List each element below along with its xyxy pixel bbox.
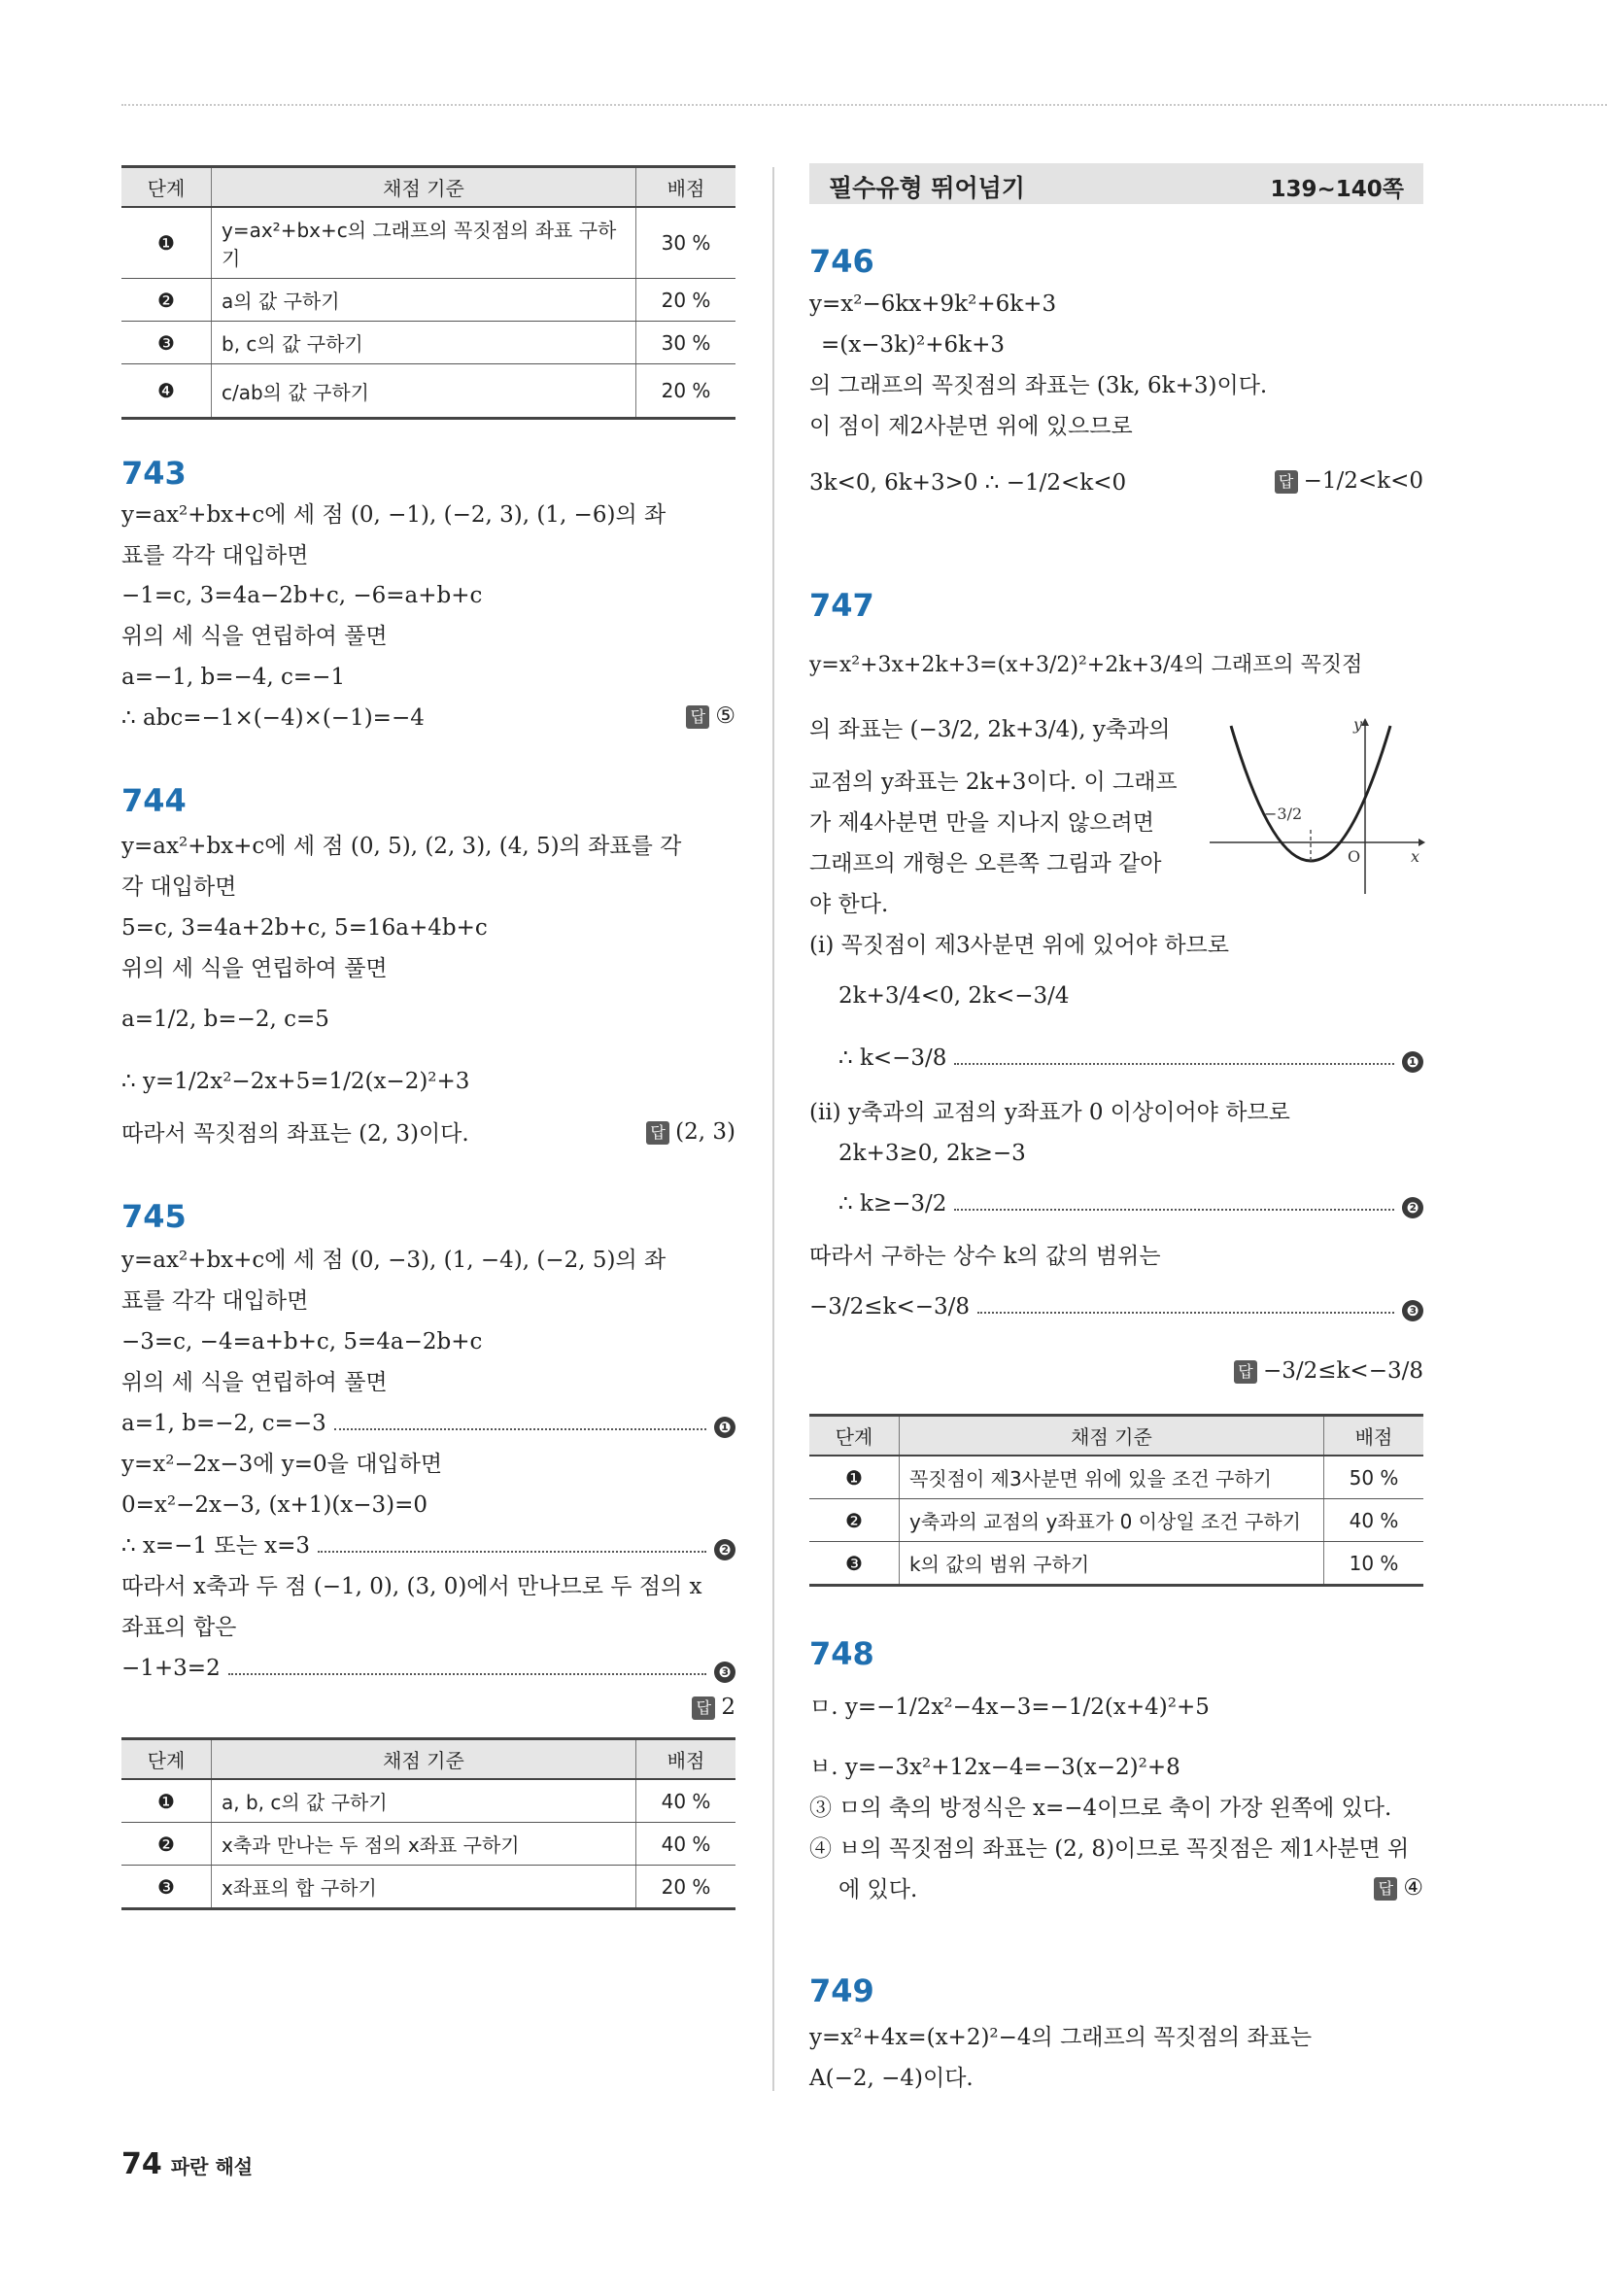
step-mark: ❶ — [714, 1417, 735, 1438]
section-title: 필수유형 뛰어넘기 — [829, 174, 1025, 202]
header-criterion: 채점 기준 — [212, 167, 636, 208]
problem-number-743: 743 — [121, 455, 187, 492]
grading-table-742 — [121, 165, 735, 420]
step-line — [121, 1409, 735, 1438]
text-line: ㅁ. y=−1/2x²−4x−3=−1/2(x+4)²+5 — [809, 1695, 1210, 1720]
score: 40 % — [636, 1823, 736, 1866]
text-line: y=x²+3x+2k+3=(x+3/2)²+2k+3/4의 그래프의 꼭짓점 — [809, 653, 1363, 677]
step-line — [838, 1044, 1423, 1073]
text-line: −1=c, 3=4a−2b+c, −6=a+b+c — [121, 583, 483, 608]
table-row — [121, 207, 735, 279]
section-header — [809, 163, 1423, 204]
problem-number-748: 748 — [809, 1635, 874, 1672]
text-line: 이 점이 제2사분면 위에 있으므로 — [809, 414, 1133, 439]
leader-dots — [977, 1312, 1394, 1314]
score: 40 % — [636, 1779, 736, 1823]
table-row — [809, 1456, 1423, 1499]
top-dotted-rule — [121, 104, 1607, 106]
text-line: a=1, b=−2, c=−3 — [121, 1411, 326, 1436]
text-line: −3/2≤k<−3/8 — [809, 1294, 971, 1319]
text-line: A(−2, −4)이다. — [809, 2066, 974, 2091]
step-mark: ❹ — [121, 364, 212, 419]
text-line: ③ ㅁ의 축의 방정식은 x=−4이므로 축이 가장 왼쪽에 있다. — [809, 1796, 1392, 1821]
header-step: 단계 — [809, 1416, 900, 1456]
step-mark-3: ❸ — [1402, 1300, 1423, 1321]
text-line: 의 그래프의 꼭짓점의 좌표는 (3k, 6k+3)이다. — [809, 373, 1268, 398]
text-line: 따라서 꼭짓점의 좌표는 (2, 3)이다. — [121, 1121, 469, 1147]
text-line: 좌표의 합은 — [121, 1615, 237, 1640]
score: 50 % — [1324, 1456, 1424, 1499]
answer-value: −1/2<k<0 — [1303, 468, 1423, 494]
text-line: ∴ k≥−3/2 — [838, 1191, 947, 1217]
step-mark: ❷ — [714, 1539, 735, 1560]
answer-value: −3/2≤k<−3/8 — [1262, 1358, 1423, 1384]
text-line: 2k+3≥0, 2k≥−3 — [838, 1141, 1026, 1166]
answer-746 — [1275, 468, 1423, 494]
answer-743 — [686, 703, 735, 729]
text-line: y=x²+4x=(x+2)²−4의 그래프의 꼭짓점의 좌표는 — [809, 2025, 1313, 2050]
text-line: 위의 세 식을 연립하여 풀면 — [121, 1370, 388, 1395]
answer-744 — [646, 1119, 735, 1145]
origin-label: O — [1348, 847, 1361, 866]
text-line: a=−1, b=−4, c=−1 — [121, 665, 346, 690]
footer-label: 파란 해설 — [170, 2155, 254, 2178]
text-line: 에 있다. — [838, 1877, 918, 1902]
step-mark: ❷ — [121, 279, 212, 322]
leader-dots — [228, 1673, 706, 1675]
problem-number-744: 744 — [121, 782, 187, 819]
leader-dots — [954, 1209, 1394, 1211]
grading-table-747 — [809, 1414, 1423, 1587]
text-line: a=1/2, b=−2, c=5 — [121, 1007, 329, 1032]
score: 10 % — [1324, 1542, 1424, 1586]
step-mark: ❶ — [809, 1456, 900, 1499]
step-mark: ❸ — [121, 322, 212, 364]
criterion: c/ab의 값 구하기 — [212, 364, 636, 419]
vertex-x-label: −3/2 — [1264, 805, 1303, 823]
answer-label: 답 — [646, 1121, 669, 1145]
step-mark: ❶ — [121, 207, 212, 279]
text-line: ㅂ. y=−3x²+12x−4=−3(x−2)²+8 — [809, 1755, 1180, 1780]
text-line: 위의 세 식을 연립하여 풀면 — [121, 956, 388, 981]
criterion: k의 값의 범위 구하기 — [900, 1542, 1324, 1586]
parabola-curve — [1231, 726, 1390, 861]
header-step: 단계 — [121, 1739, 212, 1780]
table-row — [121, 1823, 735, 1866]
text-line: 3k<0, 6k+3>0 ∴ −1/2<k<0 — [809, 470, 1127, 496]
criterion: y=ax²+bx+c의 그래프의 꼭짓점의 좌표 구하기 — [212, 207, 636, 279]
text-line: 표를 각각 대입하면 — [121, 543, 309, 568]
score: 20 % — [636, 364, 736, 419]
answer-747 — [1234, 1358, 1423, 1384]
header-score: 배점 — [636, 1739, 736, 1780]
answer-label: 답 — [1234, 1360, 1257, 1384]
criterion: x좌표의 합 구하기 — [212, 1866, 636, 1909]
problem-number-747: 747 — [809, 587, 874, 624]
problem-number-749: 749 — [809, 1972, 874, 2009]
problem-number-745: 745 — [121, 1198, 187, 1235]
score: 20 % — [636, 1866, 736, 1909]
answer-label: 답 — [686, 705, 709, 729]
table-row — [121, 364, 735, 419]
text-line: y=x²−6kx+9k²+6k+3 — [809, 291, 1057, 317]
problem-number-746: 746 — [809, 243, 874, 280]
step-mark: ❸ — [809, 1542, 900, 1586]
text-line: 5=c, 3=4a+2b+c, 5=16a+4b+c — [121, 915, 488, 941]
section-pages: 139~140쪽 — [1270, 177, 1404, 202]
text-line: 의 좌표는 (−3/2, 2k+3/4), y축과의 — [809, 717, 1171, 742]
text-line: 2k+3/4<0, 2k<−3/4 — [838, 983, 1070, 1009]
text-line: 0=x²−2x−3, (x+1)(x−3)=0 — [121, 1492, 428, 1518]
answer-value: ④ — [1403, 1875, 1423, 1901]
text-line: ④ ㅂ의 꼭짓점의 좌표는 (2, 8)이므로 꼭짓점은 제1사분면 위 — [809, 1836, 1410, 1862]
text-line: 교점의 y좌표는 2k+3이다. 이 그래프 — [809, 770, 1178, 795]
text-line: 가 제4사분면 만을 지나지 않으려면 — [809, 810, 1154, 836]
x-axis-label: x — [1411, 847, 1420, 866]
step-mark-2: ❷ — [1402, 1197, 1423, 1218]
answer-label: 답 — [1275, 470, 1298, 494]
step-mark: ❷ — [809, 1499, 900, 1542]
x-axis-arrow — [1419, 839, 1425, 846]
header-criterion: 채점 기준 — [900, 1416, 1324, 1456]
text-line: ∴ x=−1 또는 x=3 — [121, 1533, 311, 1559]
table-row — [809, 1542, 1423, 1586]
text-line: 따라서 구하는 상수 k의 값의 범위는 — [809, 1244, 1161, 1269]
column-divider — [772, 167, 774, 2091]
answer-label: 답 — [1374, 1877, 1397, 1901]
step-mark: ❸ — [714, 1662, 735, 1683]
step-line — [838, 1189, 1423, 1218]
table-row — [121, 279, 735, 322]
text-line: (ii) y축과의 교점의 y좌표가 0 이상이어야 하므로 — [809, 1100, 1290, 1125]
criterion: b, c의 값 구하기 — [212, 322, 636, 364]
text-line: 각 대입하면 — [121, 874, 237, 900]
table-row — [121, 1866, 735, 1909]
step-line — [121, 1531, 735, 1560]
text-line: 위의 세 식을 연립하여 풀면 — [121, 624, 388, 649]
text-line: 따라서 x축과 두 점 (−1, 0), (3, 0)에서 만나므로 두 점의 x — [121, 1574, 702, 1599]
text-line: =(x−3k)²+6k+3 — [821, 332, 1005, 358]
answer-value: ⑤ — [715, 703, 735, 729]
criterion: 꼭짓점이 제3사분면 위에 있을 조건 구하기 — [900, 1456, 1324, 1499]
y-axis-label: y — [1353, 715, 1363, 734]
grading-table-745 — [121, 1737, 735, 1910]
leader-dots — [318, 1551, 706, 1553]
answer-745 — [692, 1695, 735, 1720]
text-line: 야 한다. — [809, 892, 889, 917]
text-line: ∴ y=1/2x²−2x+5=1/2(x−2)²+3 — [121, 1069, 470, 1094]
header-step: 단계 — [121, 167, 212, 208]
text-line: ∴ abc=−1×(−4)×(−1)=−4 — [121, 705, 425, 731]
answer-value: 2 — [721, 1695, 735, 1720]
criterion: a, b, c의 값 구하기 — [212, 1779, 636, 1823]
leader-dots — [954, 1063, 1394, 1065]
criterion: y축과의 교점의 y좌표가 0 이상일 조건 구하기 — [900, 1499, 1324, 1542]
y-axis-arrow — [1361, 718, 1369, 726]
answer-label: 답 — [692, 1696, 715, 1720]
text-line: y=ax²+bx+c에 세 점 (0, −3), (1, −4), (−2, 5)의 좌 — [121, 1248, 667, 1273]
step-mark: ❸ — [121, 1866, 212, 1909]
text-line: ∴ k<−3/8 — [838, 1045, 947, 1071]
criterion: x축과 만나는 두 점의 x좌표 구하기 — [212, 1823, 636, 1866]
step-mark: ❷ — [121, 1823, 212, 1866]
text-line: 그래프의 개형은 오른쪽 그림과 같아 — [809, 851, 1162, 876]
step-mark-1: ❶ — [1402, 1051, 1423, 1073]
text-line: (i) 꼭짓점이 제3사분면 위에 있어야 하므로 — [809, 933, 1229, 958]
header-criterion: 채점 기준 — [212, 1739, 636, 1780]
step-line — [121, 1654, 735, 1683]
table-row — [121, 322, 735, 364]
score: 30 % — [636, 207, 736, 279]
page-footer — [121, 2147, 253, 2181]
table-row — [809, 1499, 1423, 1542]
answer-748 — [1374, 1875, 1423, 1901]
page-number: 74 — [121, 2147, 162, 2181]
text-line: −3=c, −4=a+b+c, 5=4a−2b+c — [121, 1329, 483, 1354]
text-line: 표를 각각 대입하면 — [121, 1288, 309, 1314]
text-line: y=ax²+bx+c에 세 점 (0, −1), (−2, 3), (1, −6)의 좌 — [121, 502, 667, 528]
score: 20 % — [636, 279, 736, 322]
text-line: −1+3=2 — [121, 1656, 221, 1681]
leader-dots — [334, 1428, 706, 1430]
table-row — [121, 1779, 735, 1823]
criterion: a의 값 구하기 — [212, 279, 636, 322]
step-mark: ❶ — [121, 1779, 212, 1823]
answer-value: (2, 3) — [675, 1119, 735, 1145]
score: 30 % — [636, 322, 736, 364]
header-score: 배점 — [1324, 1416, 1424, 1456]
parabola-graph — [1210, 714, 1425, 894]
score: 40 % — [1324, 1499, 1424, 1542]
header-score: 배점 — [636, 167, 736, 208]
step-line — [809, 1292, 1423, 1321]
text-line: y=ax²+bx+c에 세 점 (0, 5), (2, 3), (4, 5)의 좌표를 각 — [121, 834, 682, 859]
text-line: y=x²−2x−3에 y=0을 대입하면 — [121, 1452, 443, 1477]
